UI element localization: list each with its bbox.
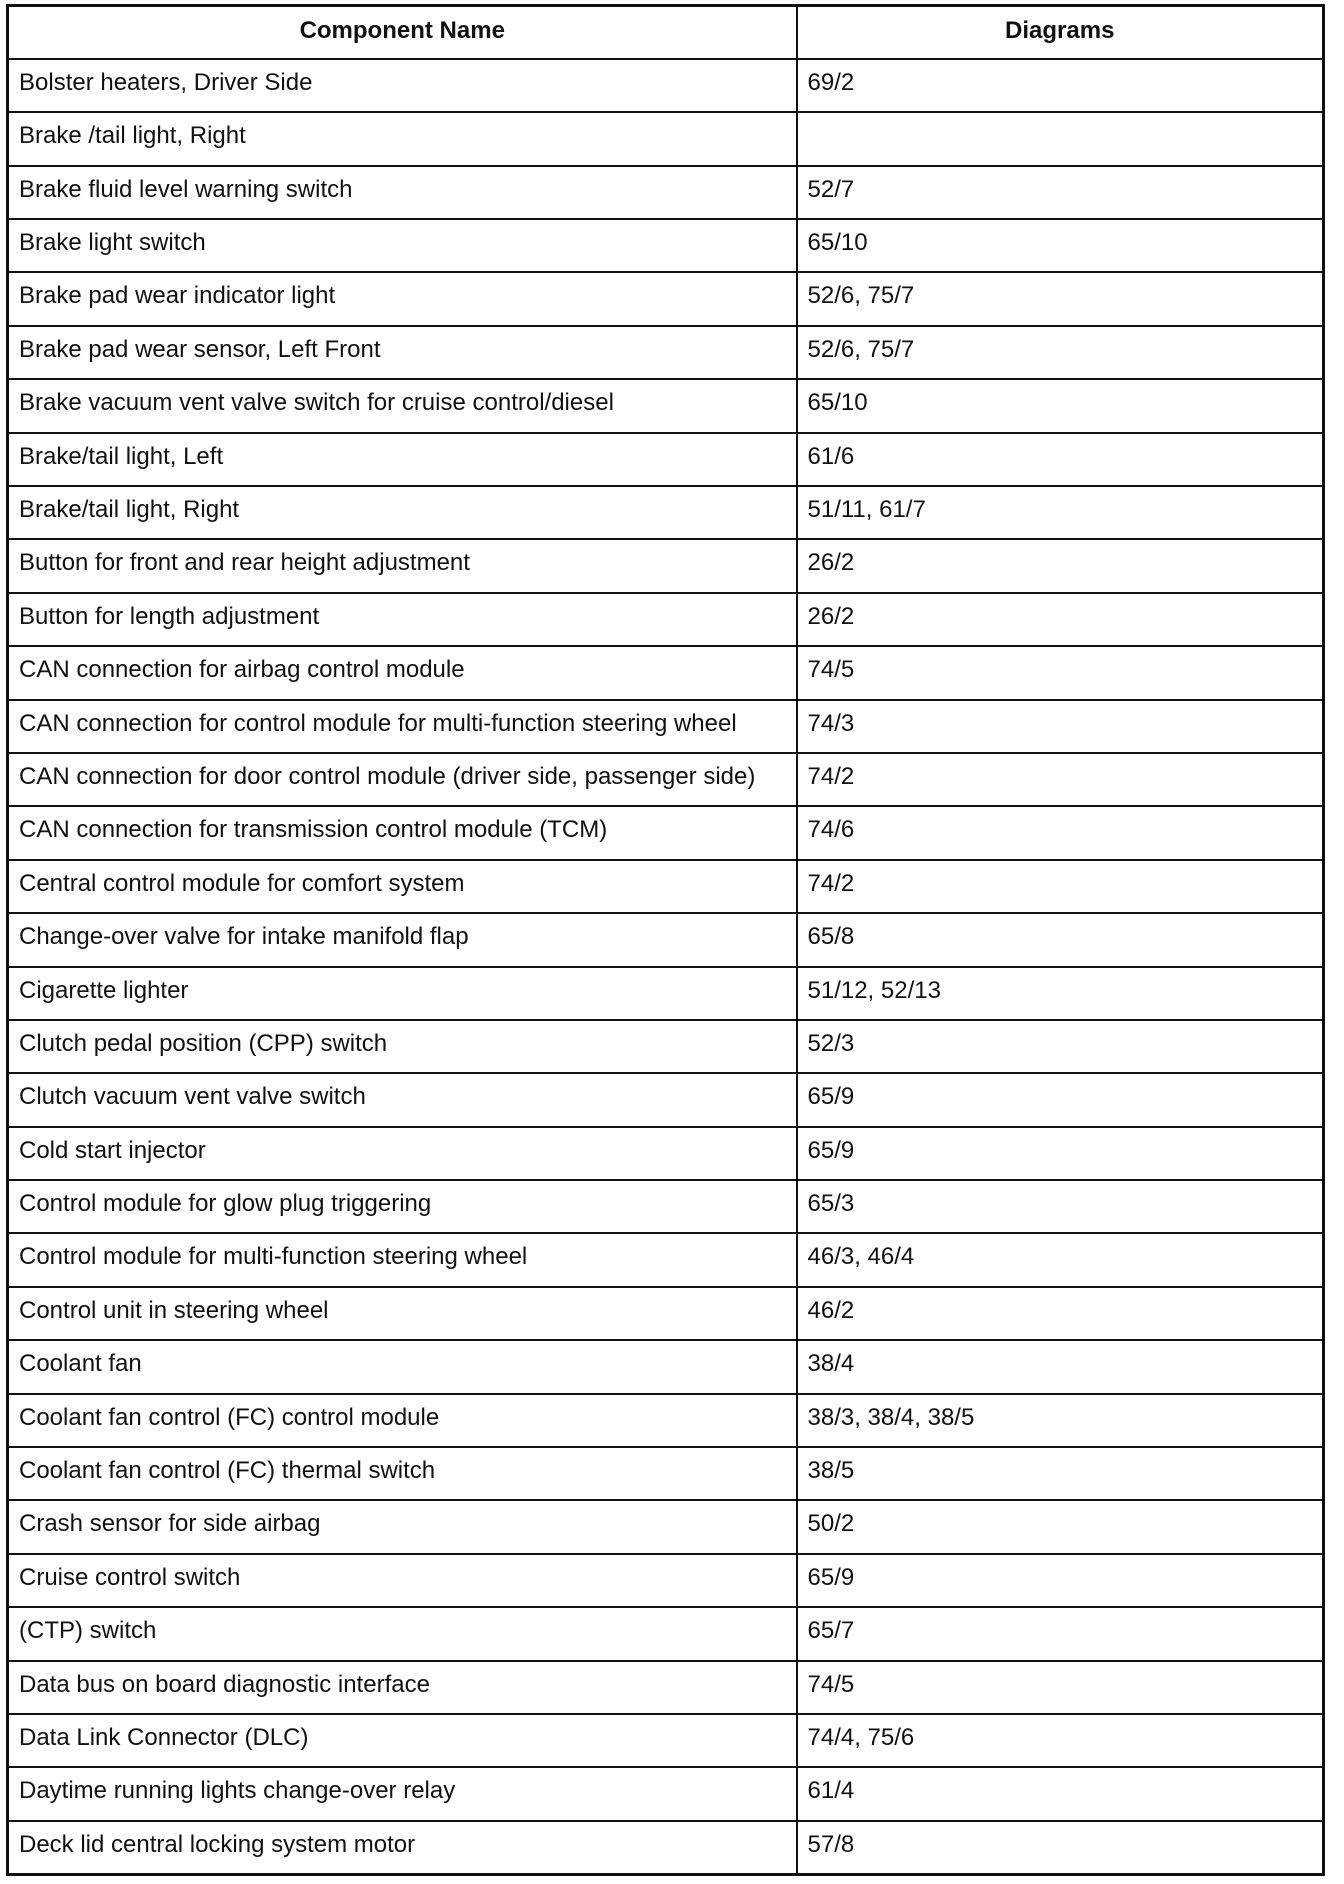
component-name-cell: Cigarette lighter: [8, 967, 797, 1020]
component-name-cell: Clutch pedal position (CPP) switch: [8, 1020, 797, 1073]
component-name-cell: Change-over valve for intake manifold flap: [8, 913, 797, 966]
component-name-cell: Button for length adjustment: [8, 593, 797, 646]
diagrams-cell: 50/2: [797, 1500, 1324, 1553]
component-name-cell: Brake vacuum vent valve switch for cruise control/diesel: [8, 379, 797, 432]
component-name-cell: Coolant fan control (FC) thermal switch: [8, 1447, 797, 1500]
diagrams-cell: 65/3: [797, 1180, 1324, 1233]
table-row: [8, 486, 1324, 539]
diagrams-cell: 46/3, 46/4: [797, 1233, 1324, 1286]
diagrams-cell: 65/9: [797, 1127, 1324, 1180]
diagrams-cell: 74/5: [797, 646, 1324, 699]
diagrams-cell: 46/2: [797, 1287, 1324, 1340]
table-row: [8, 593, 1324, 646]
component-name-cell: Brake light switch: [8, 219, 797, 272]
table-row: [8, 860, 1324, 913]
component-name-cell: Cruise control switch: [8, 1554, 797, 1607]
component-name-cell: Data Link Connector (DLC): [8, 1714, 797, 1767]
table-row: [8, 433, 1324, 486]
component-name-cell: Coolant fan control (FC) control module: [8, 1394, 797, 1447]
diagrams-cell: 51/11, 61/7: [797, 486, 1324, 539]
table-row: [8, 326, 1324, 379]
table-row: [8, 379, 1324, 432]
table-row: [8, 646, 1324, 699]
table-row: [8, 1020, 1324, 1073]
column-header-component-name: Component Name: [8, 6, 797, 59]
diagrams-cell: 52/6, 75/7: [797, 326, 1324, 379]
component-name-cell: Control unit in steering wheel: [8, 1287, 797, 1340]
component-name-cell: Cold start injector: [8, 1127, 797, 1180]
component-name-cell: Brake fluid level warning switch: [8, 166, 797, 219]
component-name-cell: Coolant fan: [8, 1340, 797, 1393]
component-name-cell: Brake/tail light, Right: [8, 486, 797, 539]
table-row: [8, 700, 1324, 753]
table-row: [8, 1447, 1324, 1500]
table-row: [8, 59, 1324, 112]
component-name-cell: Central control module for comfort system: [8, 860, 797, 913]
table-row: [8, 539, 1324, 592]
component-name-cell: Control module for multi-function steering wheel: [8, 1233, 797, 1286]
component-name-cell: Deck lid central locking system motor: [8, 1821, 797, 1874]
table-row: [8, 1394, 1324, 1447]
diagrams-cell: 74/2: [797, 753, 1324, 806]
table-row: [8, 1500, 1324, 1553]
table-row: [8, 806, 1324, 859]
diagrams-cell: 61/4: [797, 1767, 1324, 1820]
diagrams-cell: 57/8: [797, 1821, 1324, 1874]
diagrams-cell: 26/2: [797, 593, 1324, 646]
diagrams-cell: 65/8: [797, 913, 1324, 966]
diagrams-cell: 38/3, 38/4, 38/5: [797, 1394, 1324, 1447]
component-name-cell: Data bus on board diagnostic interface: [8, 1661, 797, 1714]
diagrams-cell: 38/5: [797, 1447, 1324, 1500]
table-row: [8, 753, 1324, 806]
table-row: [8, 1180, 1324, 1233]
component-name-cell: Brake/tail light, Left: [8, 433, 797, 486]
diagrams-cell: 74/2: [797, 860, 1324, 913]
table-row: [8, 967, 1324, 1020]
diagrams-cell: 65/9: [797, 1554, 1324, 1607]
table-row: [8, 1714, 1324, 1767]
table-header-row: [8, 6, 1324, 59]
diagrams-cell: 52/7: [797, 166, 1324, 219]
table-row: [8, 1821, 1324, 1874]
table-row: [8, 1073, 1324, 1126]
diagrams-cell: 74/6: [797, 806, 1324, 859]
component-name-cell: CAN connection for door control module (driver side, passenger side): [8, 753, 797, 806]
component-name-cell: Brake /tail light, Right: [8, 112, 797, 165]
component-name-cell: Button for front and rear height adjustment: [8, 539, 797, 592]
component-name-cell: CAN connection for control module for multi-function steering wheel: [8, 700, 797, 753]
diagrams-cell: 65/10: [797, 379, 1324, 432]
component-name-cell: Crash sensor for side airbag: [8, 1500, 797, 1553]
component-name-cell: Control module for glow plug triggering: [8, 1180, 797, 1233]
diagrams-cell: 74/5: [797, 1661, 1324, 1714]
component-diagram-table: [6, 4, 1325, 1876]
column-header-diagrams: Diagrams: [797, 6, 1324, 59]
component-name-cell: Brake pad wear sensor, Left Front: [8, 326, 797, 379]
diagrams-cell: 51/12, 52/13: [797, 967, 1324, 1020]
diagrams-cell: 52/3: [797, 1020, 1324, 1073]
table-row: [8, 1554, 1324, 1607]
component-name-cell: CAN connection for transmission control module (TCM): [8, 806, 797, 859]
component-name-cell: Daytime running lights change-over relay: [8, 1767, 797, 1820]
table-row: [8, 112, 1324, 165]
table-row: [8, 219, 1324, 272]
component-name-cell: (CTP) switch: [8, 1607, 797, 1660]
diagrams-cell: 52/6, 75/7: [797, 272, 1324, 325]
diagrams-cell: 65/10: [797, 219, 1324, 272]
diagrams-cell: 38/4: [797, 1340, 1324, 1393]
table-body: [8, 59, 1324, 1874]
component-name-cell: CAN connection for airbag control module: [8, 646, 797, 699]
component-name-cell: Bolster heaters, Driver Side: [8, 59, 797, 112]
table-row: [8, 1287, 1324, 1340]
diagrams-cell: 26/2: [797, 539, 1324, 592]
diagrams-cell: [797, 112, 1324, 165]
table-row: [8, 1767, 1324, 1820]
diagrams-cell: 74/3: [797, 700, 1324, 753]
diagrams-cell: 69/2: [797, 59, 1324, 112]
table-row: [8, 1340, 1324, 1393]
component-index-sheet: [6, 4, 1322, 1876]
component-name-cell: Clutch vacuum vent valve switch: [8, 1073, 797, 1126]
table-row: [8, 166, 1324, 219]
diagrams-cell: 65/7: [797, 1607, 1324, 1660]
table-row: [8, 1661, 1324, 1714]
table-row: [8, 913, 1324, 966]
table-row: [8, 1127, 1324, 1180]
table-row: [8, 272, 1324, 325]
diagrams-cell: 61/6: [797, 433, 1324, 486]
table-row: [8, 1607, 1324, 1660]
table-row: [8, 1233, 1324, 1286]
diagrams-cell: 65/9: [797, 1073, 1324, 1126]
component-name-cell: Brake pad wear indicator light: [8, 272, 797, 325]
diagrams-cell: 74/4, 75/6: [797, 1714, 1324, 1767]
